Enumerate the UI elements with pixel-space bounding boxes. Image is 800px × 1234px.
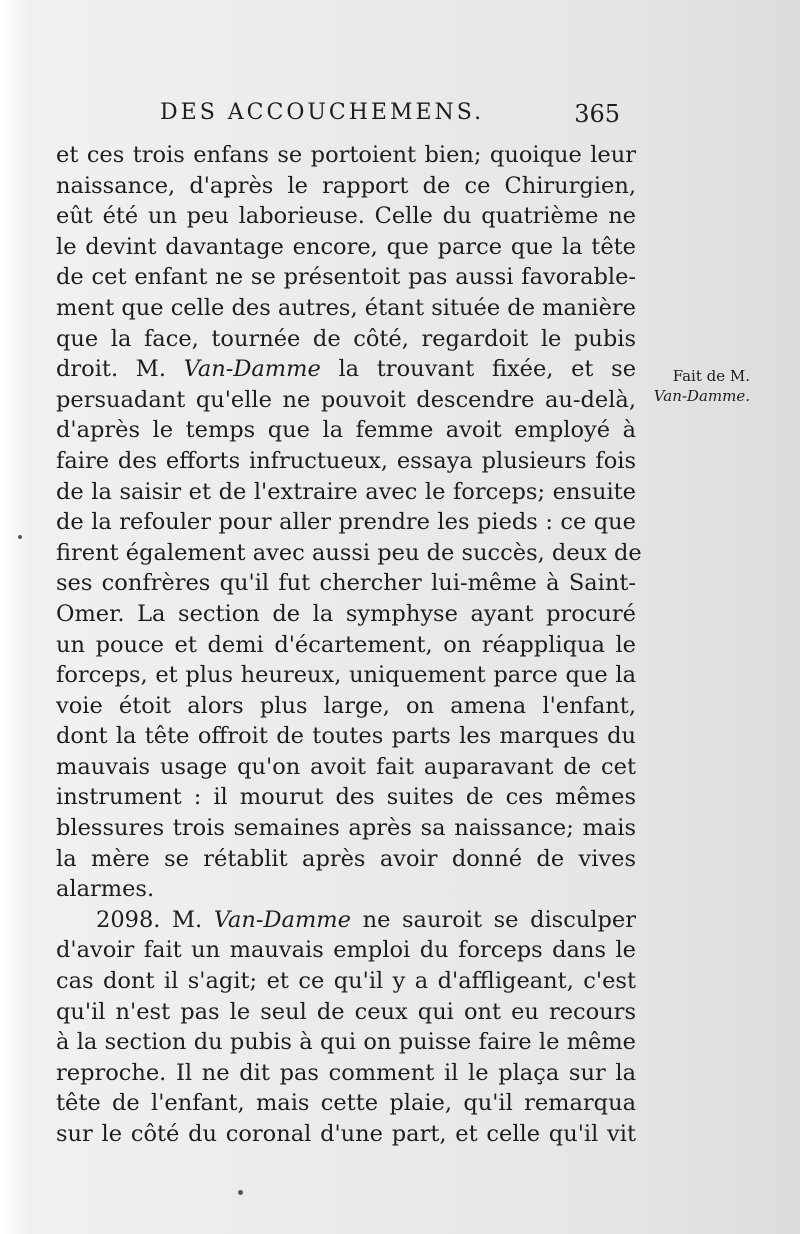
text-line: blessures trois semaines après sa naissance; mais: [56, 815, 636, 842]
text-line: tête de l'enfant, mais cette plaie, qu'il remarqua: [56, 1090, 636, 1117]
paragraph-2: [56, 905, 636, 1150]
margin-note-line: Fait de M.: [672, 367, 750, 385]
text-line: reproche. Il ne dit pas comment il le plaça sur la: [56, 1059, 636, 1086]
paper-speck: [18, 535, 22, 539]
person-name: Van-Damme: [183, 356, 321, 383]
paragraph-number: 2098. M.: [96, 906, 214, 933]
page-edge-shadow: [0, 0, 30, 1234]
text-line: qu'il n'est pas le seul de ceux qui ont eu recours: [56, 998, 636, 1025]
text-segment: ne sauroit se disculper: [350, 906, 636, 933]
text-line: de la refouler pour aller prendre les pieds : ce que: [56, 509, 636, 536]
text-line: alarmes.: [56, 876, 155, 903]
text-line: cas dont il s'agit; et ce qu'il y a d'affligeant, c'est: [56, 968, 636, 995]
text-line: sur le côté du coronal d'une part, et celle qu'il vit: [56, 1121, 636, 1147]
text-line: d'avoir fait un mauvais emploi du forceps dans le: [56, 937, 636, 964]
page-number: 365: [574, 100, 620, 128]
text-line: forceps, et plus heureux, uniquement parce que la: [56, 662, 636, 689]
text-line: [56, 905, 636, 936]
text-line: Omer. La section de la symphyse ayant procuré: [56, 600, 636, 627]
text-line: faire des efforts infructueux, essaya plusieurs fois: [56, 447, 636, 474]
margin-note-line: [640, 386, 750, 406]
text-line: instrument : il mourut des suites de ces mêmes: [56, 784, 636, 811]
running-title: DES ACCOUCHEMENS.: [160, 100, 485, 125]
text-line: voie étoit alors plus large, on amena l'enfant,: [56, 692, 636, 719]
body-text: [56, 140, 642, 1150]
text-segment: la trouvant fixée, et se: [320, 356, 637, 383]
text-line: dont la tête offroit de toutes parts les marques du: [56, 723, 636, 750]
text-line: et ces trois enfans se portoient bien; quoique leur: [56, 142, 636, 168]
text-line: le devint davantage encore, que parce que la tête: [56, 233, 636, 260]
text-line: de cet enfant ne se présentoit pas aussi favorable-: [56, 264, 636, 291]
text-line: la mère se rétablit après avoir donné de vives: [56, 845, 636, 872]
text-line: mauvais usage qu'on avoit fait auparavant de cet: [56, 753, 636, 780]
text-line: naissance, d'après le rapport de ce Chirurgien,: [56, 172, 636, 199]
text-line: d'après le temps que la femme avoit employé à: [56, 417, 636, 444]
text-line: que la face, tournée de côté, regardoit le pubis: [56, 325, 636, 352]
text-line: [56, 354, 636, 385]
text-segment: droit. M.: [56, 356, 184, 383]
margin-note-name: Van-Damme.: [653, 387, 750, 405]
text-line: firent également avec aussi peu de succès, deux de: [56, 539, 642, 566]
paragraph-1: [56, 140, 642, 905]
text-line: à la section du pubis à qui on puisse faire le même: [56, 1029, 636, 1056]
text-line: eût été un peu laborieuse. Celle du quatrième ne: [56, 203, 636, 230]
text-line: ses confrères qu'il fut chercher lui-même à Saint-: [56, 570, 636, 597]
text-line: ment que celle des autres, étant située de manière: [56, 294, 636, 321]
person-name: Van-Damme: [213, 906, 351, 933]
margin-note: [640, 366, 750, 406]
text-line: persuadant qu'elle ne pouvoit descendre au-delà,: [56, 386, 636, 413]
text-line: de la saisir et de l'extraire avec le forceps; ensuite: [56, 478, 636, 505]
paper-speck: [238, 1190, 243, 1195]
text-line: un pouce et demi d'écartement, on réappliqua le: [56, 631, 636, 658]
page-header: [160, 100, 620, 136]
